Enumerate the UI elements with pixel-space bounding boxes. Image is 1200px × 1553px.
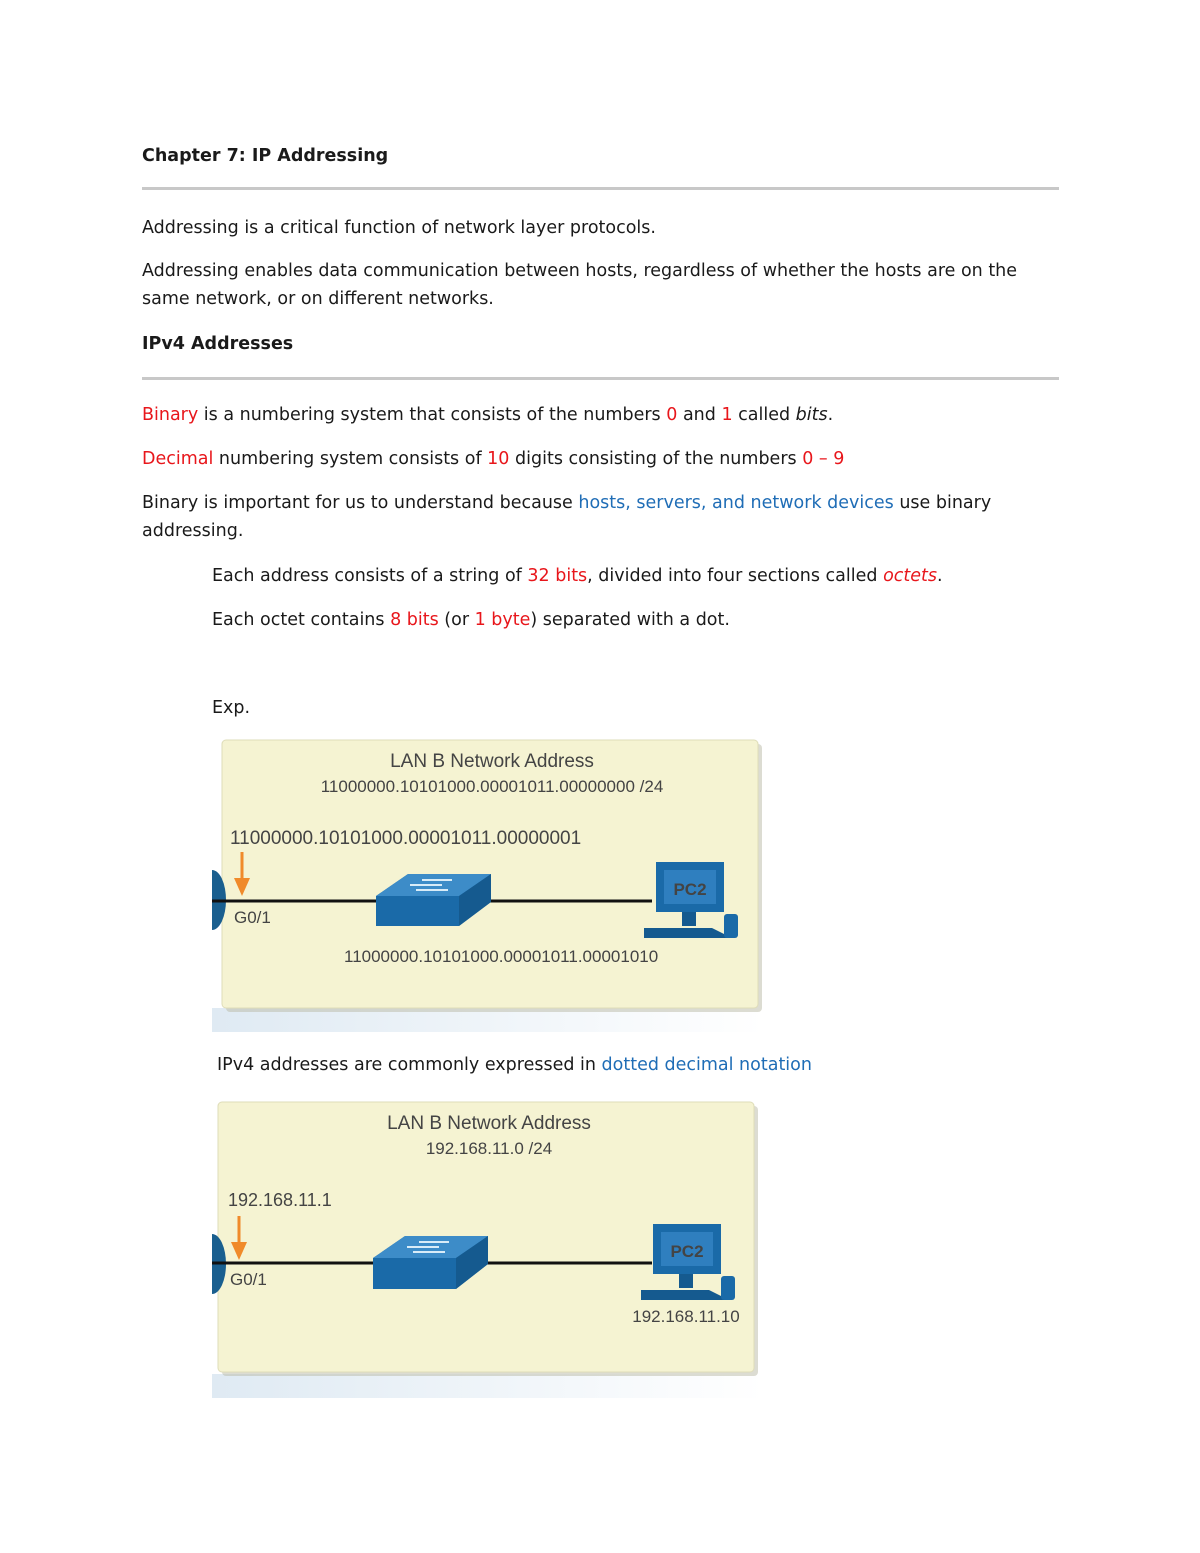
octet-paragraph-1: Each address consists of a string of 32 bits, divided into four sections called octets. — [212, 566, 943, 586]
importance-paragraph-line-2: addressing. — [142, 521, 244, 541]
decimal-term: Decimal — [142, 449, 214, 469]
figure-decimal-diagram — [212, 1100, 764, 1398]
decimal-paragraph: Decimal numbering system consists of 10 digits consisting of the numbers 0 – 9 — [142, 449, 845, 469]
section-title: IPv4 Addresses — [142, 334, 294, 354]
dotted-decimal-paragraph: IPv4 addresses are commonly expressed in dotted decimal notation — [217, 1055, 812, 1075]
figure1-pc-label: PC2 — [673, 880, 707, 899]
figure2-gateway: 192.168.11.1 — [228, 1190, 332, 1210]
figure1-gateway: 11000000.10101000.00001011.00000001 — [230, 828, 582, 849]
figure1-title: LAN B Network Address — [390, 751, 594, 772]
heading-divider — [142, 187, 1059, 190]
figure1-network: 11000000.10101000.00001011.00000000 /24 — [320, 777, 664, 796]
page-title: Chapter 7: IP Addressing — [142, 146, 389, 166]
octet-paragraph-2: Each octet contains 8 bits (or 1 byte) separated with a dot. — [212, 610, 730, 630]
section-divider — [142, 377, 1059, 380]
figure-shadow — [212, 1374, 764, 1398]
figure2-title: LAN B Network Address — [387, 1113, 591, 1134]
intro-paragraph-1: Addressing is a critical function of network layer protocols. — [142, 218, 656, 238]
devices-term: hosts, servers, and network devices — [578, 493, 894, 513]
figure2-pc-label: PC2 — [670, 1242, 704, 1261]
dotted-decimal-term: dotted decimal notation — [601, 1055, 812, 1075]
importance-paragraph-line-1: Binary is important for us to understand because hosts, servers, and network devices use binary — [142, 493, 992, 513]
figure1-host: 11000000.10101000.00001011.00001010 — [344, 947, 659, 966]
binary-paragraph: Binary is a numbering system that consists of the numbers 0 and 1 called bits. — [142, 405, 834, 425]
figure2-interface: G0/1 — [230, 1270, 267, 1289]
intro-paragraph-2-line-1: Addressing enables data communication between hosts, regardless of whether the hosts are on the — [142, 261, 1018, 281]
binary-term: Binary — [142, 405, 199, 425]
figure1-interface: G0/1 — [234, 908, 271, 927]
figure-binary-diagram — [212, 738, 764, 1032]
figure2-host: 192.168.11.10 — [632, 1307, 740, 1326]
figure2-network: 192.168.11.0 /24 — [425, 1139, 553, 1158]
example-label: Exp. — [212, 698, 251, 718]
intro-paragraph-2-line-2: same network, or on different networks. — [142, 289, 494, 309]
